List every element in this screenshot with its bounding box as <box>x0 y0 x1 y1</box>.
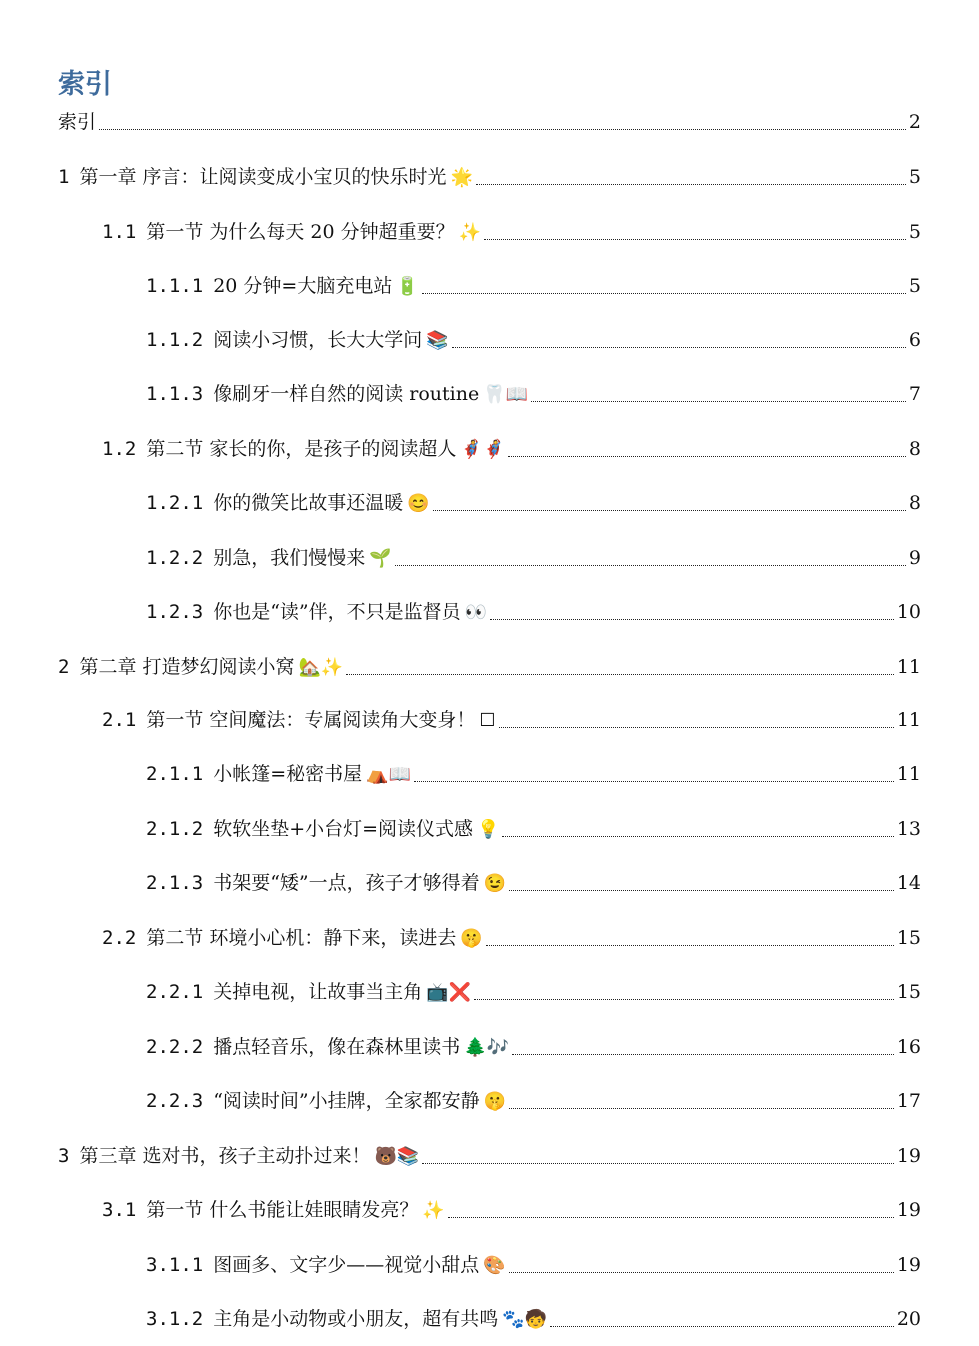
toc-entry[interactable] <box>102 435 921 463</box>
toc-entry-emoji-icon: 📺❌ <box>426 982 472 1003</box>
toc-leader-dots <box>448 1217 894 1218</box>
toc-entry-title: 第一节 为什么每天 20 分钟超重要？ <box>146 221 455 243</box>
toc-entry[interactable] <box>58 108 921 136</box>
toc-entry[interactable] <box>102 924 921 952</box>
toc-entry-number: 2.1.3 <box>146 872 204 894</box>
toc-entry-page-number: 11 <box>896 656 921 678</box>
toc-entry[interactable] <box>146 760 921 788</box>
toc-leader-dots <box>484 239 906 240</box>
toc-leader-dots <box>502 836 893 837</box>
toc-entry-page-number: 20 <box>896 1308 921 1330</box>
toc-entry-page-number: 5 <box>908 275 921 297</box>
toc-entry-emoji-icon: 😊 <box>407 493 430 514</box>
toc-entry-page-number: 19 <box>896 1199 921 1221</box>
toc-entry-number: 1.2.1 <box>146 492 204 514</box>
toc-entry-title: 第一章 序言：让阅读变成小宝贝的快乐时光 <box>79 166 447 188</box>
toc-leader-dots <box>512 1054 894 1055</box>
toc-entry-title: 第一节 空间魔法：专属阅读角大变身！ <box>146 709 476 731</box>
toc-entry-page-number: 6 <box>908 329 921 351</box>
toc-entry[interactable] <box>146 1033 921 1061</box>
toc-entry-emoji-icon: 🌟 <box>450 167 473 188</box>
toc-entry-page-number: 9 <box>908 547 921 569</box>
toc-entry-title: 你的微笑比故事还温暖 <box>213 492 404 514</box>
toc-entry-number: 3.1.2 <box>146 1308 204 1330</box>
toc-entry-page-number: 10 <box>896 601 921 623</box>
toc-entry-number: 2.2.1 <box>146 981 204 1003</box>
toc-leader-dots <box>486 945 894 946</box>
toc-leader-dots <box>531 401 906 402</box>
toc-entry[interactable] <box>146 489 921 517</box>
toc-entry-number: 1.2 <box>102 438 137 460</box>
toc-entry-title: 第三章 选对书，孩子主动扑过来！ <box>79 1145 371 1167</box>
toc-entry-emoji-icon: 💡 <box>477 819 500 840</box>
toc-entry-title: 书架要“矮”一点，孩子才够得着 <box>213 872 480 894</box>
toc-entry-number: 1.1 <box>102 221 137 243</box>
toc-entry-page-number: 13 <box>896 818 921 840</box>
toc-entry-emoji-icon: 🤫 <box>483 1091 507 1112</box>
toc-leader-dots <box>509 1272 894 1273</box>
toc-entry-page-number: 5 <box>908 166 921 188</box>
toc-entry-title: 主角是小动物或小朋友，超有共鸣 <box>213 1308 499 1330</box>
toc-entry-title: 索引 <box>58 111 97 133</box>
toc-entry-title: 第二章 打造梦幻阅读小窝 <box>79 656 295 678</box>
toc-leader-dots <box>422 1163 893 1164</box>
toc-entry-number: 1 <box>58 166 70 188</box>
toc-entry-page-number: 11 <box>896 709 921 731</box>
toc-leader-dots <box>509 890 894 891</box>
toc-entry-emoji-icon: 📚 <box>426 330 449 351</box>
page-title: 索引 <box>58 69 112 100</box>
toc-entry-number: 1.2.3 <box>146 601 204 623</box>
toc-entry-number: 2.1.1 <box>146 763 204 785</box>
toc-leader-dots <box>509 1108 894 1109</box>
toc-entry-emoji-icon: 🦸🦸 <box>460 439 506 460</box>
toc-entry[interactable] <box>146 326 921 354</box>
toc-entry-number: 2.1 <box>102 709 137 731</box>
toc-entry-title: 第二节 家长的你，是孩子的阅读超人 <box>146 438 457 460</box>
toc-entry[interactable] <box>146 598 921 626</box>
toc-entry-emoji-icon: 😉 <box>483 873 507 894</box>
toc-leader-dots <box>346 674 893 675</box>
toc-entry-page-number: 8 <box>908 492 921 514</box>
toc-entry-page-number: 19 <box>896 1145 921 1167</box>
toc-entry-number: 2.2.2 <box>146 1036 204 1058</box>
toc-entry-emoji-icon: ✨ <box>458 222 482 243</box>
toc-entry-page-number: 8 <box>908 438 921 460</box>
toc-entry-page-number: 14 <box>896 872 921 894</box>
toc-entry-number: 2 <box>58 656 70 678</box>
toc-entry-title: 20 分钟=大脑充电站 <box>213 275 393 297</box>
toc-entry-title: 阅读小习惯，长大大学问 <box>213 329 423 351</box>
toc-leader-dots <box>433 510 906 511</box>
toc-entry-number: 1.1.3 <box>146 383 204 405</box>
toc-leader-dots <box>474 999 894 1000</box>
toc-entry-title: 小帐篷=秘密书屋 <box>213 763 363 785</box>
toc-leader-dots <box>422 293 906 294</box>
toc-entry-emoji-icon: 🔋 <box>396 276 419 297</box>
toc-entry[interactable] <box>146 815 921 843</box>
toc-entry-title: 软软坐垫+小台灯=阅读仪式感 <box>213 818 474 840</box>
toc-entry[interactable] <box>102 706 921 734</box>
toc-entry-title: 图画多、文字少——视觉小甜点 <box>213 1254 480 1276</box>
toc-entry[interactable] <box>146 272 921 300</box>
toc-entry-emoji-icon: 🌲🎶 <box>464 1037 510 1058</box>
toc-entry[interactable] <box>102 1196 921 1224</box>
toc-entry-emoji-icon: 🌱 <box>369 548 392 569</box>
toc-entry-emoji-icon: 🐻📚 <box>374 1146 420 1167</box>
toc-entry-emoji-icon: ☐ <box>479 710 496 731</box>
toc-entry-title: “阅读时间”小挂牌，全家都安静 <box>213 1090 480 1112</box>
toc-entry-title: 关掉电视，让故事当主角 <box>213 981 423 1003</box>
toc-entry-title: 第一节 什么书能让娃眼睛发亮？ <box>146 1199 419 1221</box>
toc-entry-emoji-icon: 🐾🧒 <box>502 1309 548 1330</box>
toc-entry[interactable] <box>146 869 921 897</box>
toc-entry-page-number: 2 <box>908 111 921 133</box>
toc-entry[interactable] <box>58 1142 921 1170</box>
toc-entry[interactable] <box>146 544 921 572</box>
toc-entry-emoji-icon: 🎨 <box>483 1255 506 1276</box>
toc-entry[interactable] <box>102 218 921 246</box>
toc-leader-dots <box>508 456 906 457</box>
toc-entry-title: 播点轻音乐，像在森林里读书 <box>213 1036 461 1058</box>
toc-entry-number: 3.1 <box>102 1199 137 1221</box>
toc-entry-emoji-icon: ✨ <box>422 1200 445 1221</box>
toc-entry-page-number: 16 <box>896 1036 921 1058</box>
toc-entry-page-number: 19 <box>896 1254 921 1276</box>
toc-entry-title: 别急，我们慢慢来 <box>213 547 366 569</box>
toc-entry[interactable] <box>146 978 921 1006</box>
toc-entry-page-number: 17 <box>896 1090 921 1112</box>
toc-entry-page-number: 15 <box>896 927 921 949</box>
toc-entry[interactable] <box>58 163 921 191</box>
toc-entry-number: 2.2 <box>102 927 137 949</box>
toc-leader-dots <box>499 727 894 728</box>
toc-entry[interactable] <box>146 1251 921 1279</box>
toc-entry-emoji-icon: ⛺📖 <box>366 764 411 785</box>
toc-entry-emoji-icon: 🦷📖 <box>483 384 529 405</box>
toc-entry-page-number: 7 <box>908 383 921 405</box>
toc-entry-number: 1.2.2 <box>146 547 204 569</box>
toc-entry[interactable] <box>146 1305 921 1333</box>
toc-entry-page-number: 11 <box>896 763 921 785</box>
toc-entry-number: 1.1.2 <box>146 329 204 351</box>
toc-leader-dots <box>452 347 906 348</box>
toc-entry-title: 第二节 环境小心机：静下来，读进去 <box>146 927 457 949</box>
toc-leader-dots <box>414 781 894 782</box>
toc-entry-emoji-icon: 🏡✨ <box>298 657 344 678</box>
toc-leader-dots <box>490 619 894 620</box>
toc-entry[interactable] <box>146 1087 921 1115</box>
toc-entry[interactable] <box>146 380 921 408</box>
toc-entry[interactable] <box>58 653 921 681</box>
toc-leader-dots <box>99 129 906 130</box>
toc-leader-dots <box>395 565 906 566</box>
toc-leader-dots <box>550 1326 894 1327</box>
toc-entry-number: 2.1.2 <box>146 818 204 840</box>
toc-entry-number: 3.1.1 <box>146 1254 204 1276</box>
toc-entry-page-number: 5 <box>908 221 921 243</box>
toc-entry-title: 像刷牙一样自然的阅读 routine <box>213 383 480 405</box>
toc-entry-emoji-icon: 🤫 <box>460 928 483 949</box>
toc-entry-number: 3 <box>58 1145 70 1167</box>
toc-entry-number: 1.1.1 <box>146 275 204 297</box>
toc-entry-number: 2.2.3 <box>146 1090 204 1112</box>
toc-leader-dots <box>476 184 906 185</box>
toc-entry-page-number: 15 <box>896 981 921 1003</box>
toc-entry-title: 你也是“读”伴，不只是监督员 <box>213 601 461 623</box>
toc-entry-emoji-icon: 👀 <box>464 602 488 623</box>
